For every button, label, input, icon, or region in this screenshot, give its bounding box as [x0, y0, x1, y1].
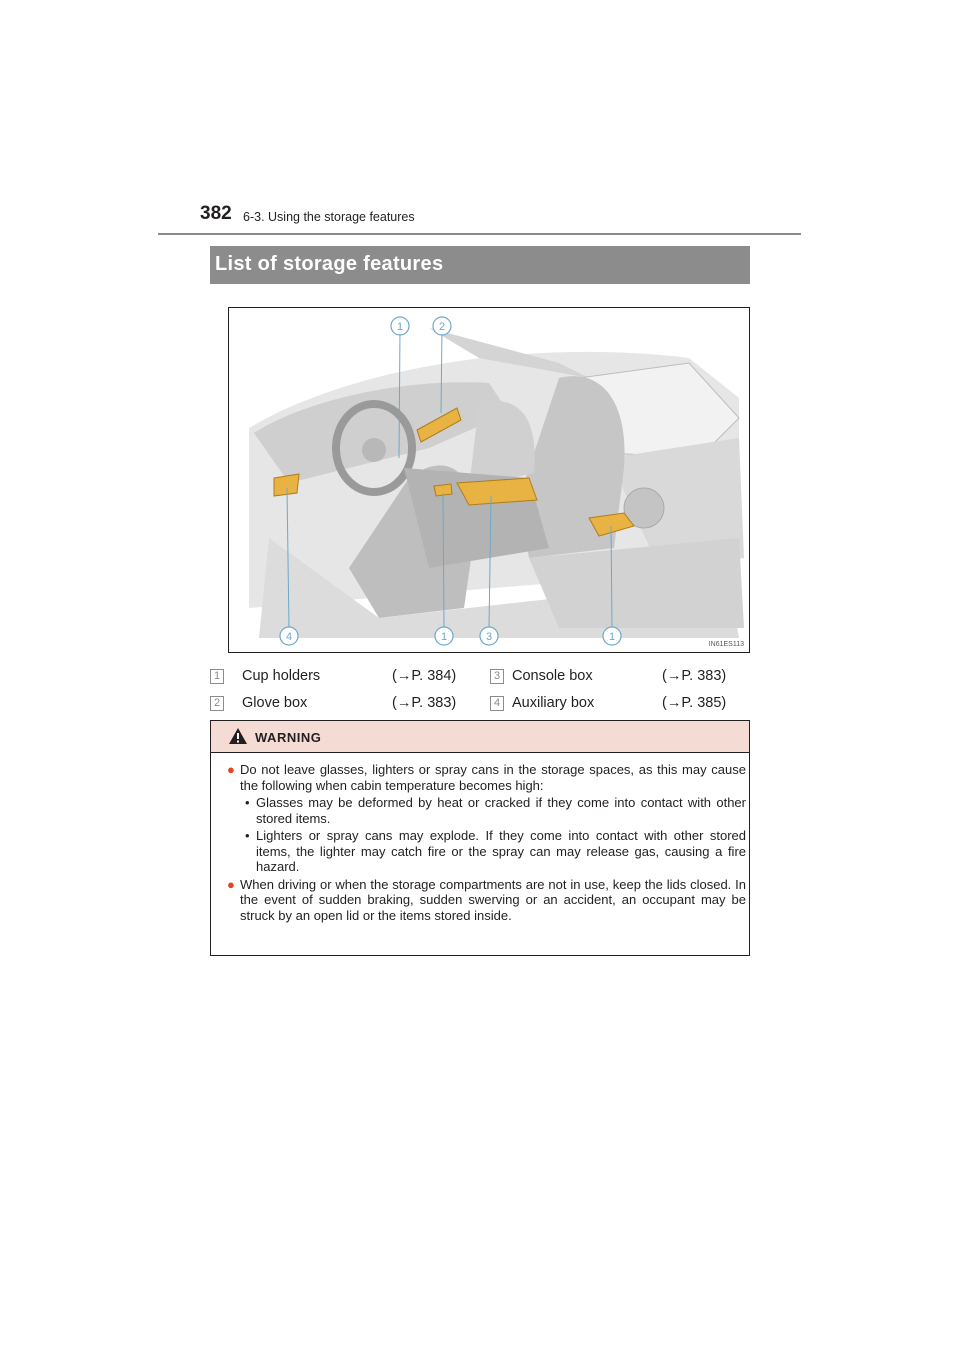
page-reference: (→P. 385)	[662, 695, 727, 711]
warning-title: WARNING	[255, 730, 322, 745]
legend-label: Glove box	[242, 695, 308, 711]
legend-number: 1	[210, 669, 224, 684]
warning-body	[227, 762, 746, 925]
legend-label: Cup holders	[242, 668, 321, 684]
callout-label: 1	[396, 321, 404, 333]
bullet-dot-icon: ●	[227, 762, 235, 777]
page-reference: (→P. 383)	[392, 695, 457, 711]
page-reference: (→P. 384)	[392, 668, 457, 684]
legend-number: 3	[490, 669, 504, 684]
legend-number: 4	[490, 696, 504, 711]
callout-label: 1	[440, 631, 448, 643]
warning-sub-item	[227, 795, 746, 826]
legend-label: Console box	[512, 668, 593, 684]
figure-code: IN61ES113	[708, 641, 744, 648]
car-interior-illustration	[228, 307, 750, 653]
auxiliary-box-highlight	[274, 474, 299, 496]
sub-bullet-icon: •	[245, 795, 250, 810]
warning-box	[210, 720, 750, 956]
callout-label: 1	[608, 631, 616, 643]
sub-bullet-icon: •	[245, 828, 250, 843]
callout-label: 3	[485, 631, 493, 643]
legend-item	[210, 695, 470, 715]
warning-sub-text: Glasses may be deformed by heat or cracked if they come into contact with other stored items.	[256, 795, 746, 826]
legend-item	[490, 668, 750, 688]
legend-item	[490, 695, 750, 715]
warning-bullet	[227, 762, 746, 875]
console-box-highlight	[457, 478, 537, 505]
page-number: 382	[200, 203, 232, 224]
warning-sub-text: Lighters or spray cans may explode. If they come into contact with other stored items, the lighter may catch fire or the spray can may release gas, causing a fire hazard.	[256, 828, 746, 874]
section-title: List of storage features	[215, 253, 444, 275]
warning-bullet	[227, 877, 746, 924]
warning-triangle-icon	[228, 727, 248, 745]
callout-label: 4	[285, 631, 293, 643]
legend-item	[210, 668, 470, 688]
warning-text: When driving or when the storage compartments are not in use, keep the lids closed. In the event of sudden braking, sudden swerving or an accident, an occupant may be struck by an open lid or the items stored inside.	[240, 876, 746, 923]
section-label: 6-3. Using the storage features	[243, 210, 415, 224]
page-reference: (→P. 383)	[662, 668, 727, 684]
warning-header	[211, 721, 749, 753]
section-title-bar	[210, 246, 750, 284]
legend-label: Auxiliary box	[512, 695, 595, 711]
bullet-dot-icon: ●	[227, 876, 235, 892]
interior-drawing	[229, 308, 749, 652]
header-divider	[158, 233, 801, 235]
callout-label: 2	[438, 321, 446, 333]
warning-sub-item	[227, 828, 746, 875]
legend-number: 2	[210, 696, 224, 711]
warning-text: Do not leave glasses, lighters or spray cans in the storage spaces, as this may cause the following when cabin temperature becomes high:	[240, 762, 746, 793]
